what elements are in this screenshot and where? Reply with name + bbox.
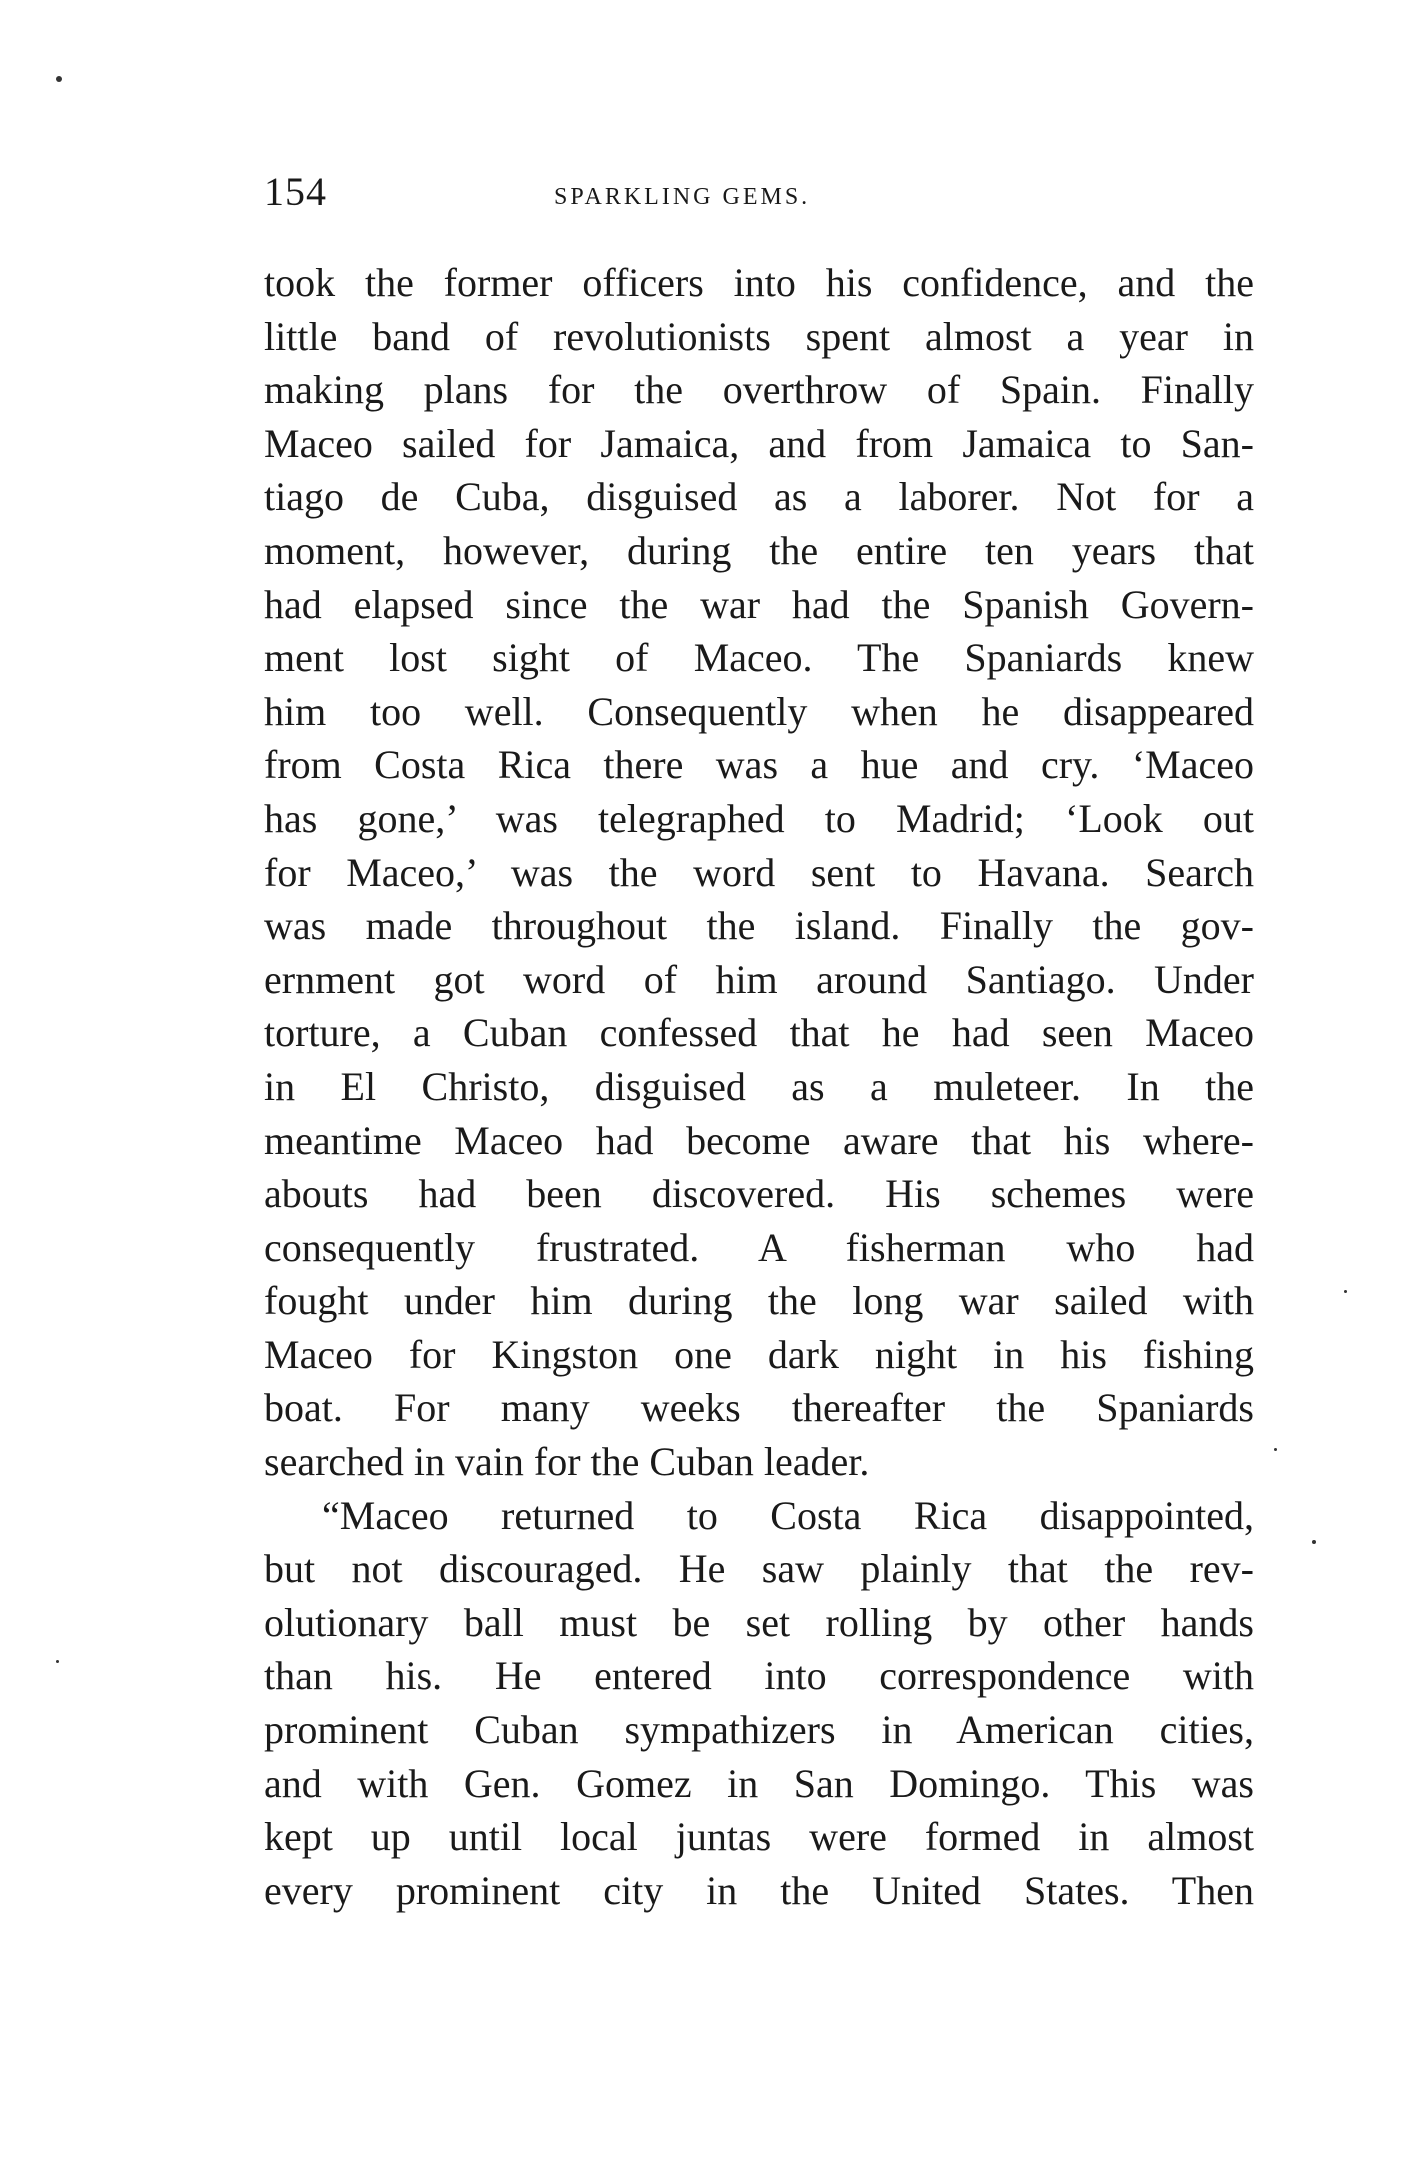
text-line: every prominent city in the United States. Then: [264, 1867, 1254, 1913]
text-line: kept up until local juntas were formed in almost: [264, 1814, 1254, 1860]
ink-speck: [56, 1660, 59, 1663]
running-title: SPARKLING GEMS.: [554, 184, 811, 210]
text-line: abouts had been discovered. His schemes were: [264, 1171, 1254, 1217]
text-line: moment, however, during the entire ten years that: [264, 527, 1254, 573]
text-line: from Costa Rica there was a hue and cry. ‘Maceo: [264, 742, 1254, 788]
text-line: ernment got word of him around Santiago. Under: [264, 956, 1254, 1002]
text-line: consequently frustrated. A fisherman who had: [264, 1224, 1254, 1270]
text-line: searched in vain for the Cuban leader.: [264, 1439, 870, 1485]
text-line: ment lost sight of Maceo. The Spaniards knew: [264, 635, 1254, 681]
text-line: for Maceo,’ was the word sent to Havana. Search: [264, 849, 1254, 895]
text-line: and with Gen. Gomez in San Domingo. This was: [264, 1760, 1254, 1806]
ink-speck: [1274, 1448, 1277, 1451]
text-line: torture, a Cuban confessed that he had seen Maceo: [264, 1010, 1254, 1056]
text-line: making plans for the overthrow of Spain. Finally: [264, 367, 1254, 413]
text-line: olutionary ball must be set rolling by other hands: [264, 1599, 1254, 1645]
text-line: “Maceo returned to Costa Rica disappointed,: [322, 1492, 1254, 1538]
text-line: had elapsed since the war had the Spanish Govern-: [264, 581, 1254, 627]
page-header: [264, 168, 1264, 228]
text-line: than his. He entered into correspondence with: [264, 1653, 1254, 1699]
ink-speck: [1312, 1540, 1316, 1544]
text-line: meantime Maceo had become aware that his where-: [264, 1117, 1254, 1163]
ink-speck: [56, 76, 62, 82]
text-line: took the former officers into his confidence, and the: [264, 260, 1254, 305]
text-line: boat. For many weeks thereafter the Spaniards: [264, 1385, 1254, 1431]
text-line: little band of revolutionists spent almost a year in: [264, 313, 1254, 359]
page-number: 154: [264, 169, 327, 214]
text-line: Maceo sailed for Jamaica, and from Jamaica to San-: [264, 420, 1254, 466]
text-line: Maceo for Kingston one dark night in his fishing: [264, 1331, 1254, 1377]
text-line: him too well. Consequently when he disappeared: [264, 688, 1254, 734]
body-text: [264, 256, 1254, 1917]
text-line: tiago de Cuba, disguised as a laborer. Not for a: [264, 474, 1254, 520]
text-line: has gone,’ was telegraphed to Madrid; ‘Look out: [264, 795, 1254, 841]
text-line: but not discouraged. He saw plainly that the rev-: [264, 1546, 1254, 1592]
ink-speck: [1344, 1290, 1347, 1293]
text-line: fought under him during the long war sailed with: [264, 1278, 1254, 1324]
text-line: was made throughout the island. Finally the gov-: [264, 903, 1254, 949]
text-line: prominent Cuban sympathizers in American cities,: [264, 1707, 1254, 1753]
text-line: in El Christo, disguised as a muleteer. In the: [264, 1063, 1254, 1109]
